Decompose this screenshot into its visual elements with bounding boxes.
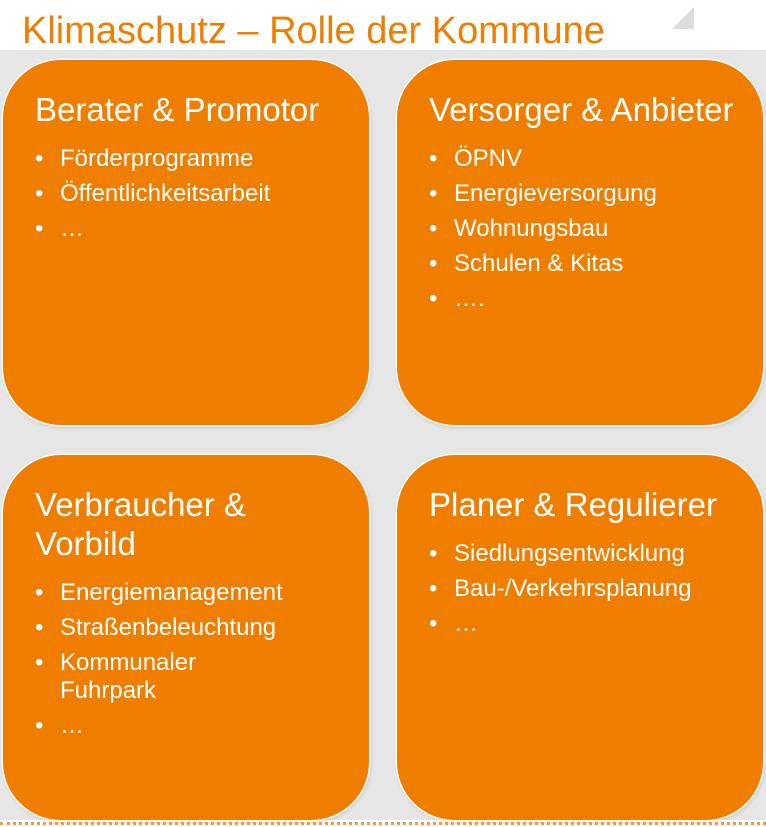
bullet-icon: • bbox=[35, 145, 44, 172]
list-item: • … bbox=[35, 712, 84, 739]
list-item: • Schulen & Kitas bbox=[429, 250, 624, 277]
bullet-icon: • bbox=[35, 215, 44, 242]
bullet-list bbox=[429, 145, 737, 313]
bullet-icon: • bbox=[429, 575, 438, 602]
list-item: • Energieversorgung bbox=[429, 180, 657, 207]
box-heading: Berater & Promotor bbox=[35, 91, 320, 128]
bullet-icon: • bbox=[35, 614, 44, 641]
list-item: • Energiemanagement bbox=[35, 579, 283, 606]
bullet-list bbox=[429, 540, 737, 638]
list-item: • … bbox=[429, 610, 478, 637]
list-item: • Straßenbeleuchtung bbox=[35, 614, 277, 641]
role-box-berater bbox=[3, 60, 369, 425]
list-item: • …. bbox=[429, 285, 485, 312]
bullet-icon: • bbox=[429, 215, 438, 242]
box-heading: Planer & Regulierer bbox=[429, 486, 717, 523]
list-item: • … bbox=[35, 215, 84, 242]
list-item: • Kommunaler Fuhrpark bbox=[35, 649, 197, 704]
box-heading: Versorger & Anbieter bbox=[429, 91, 734, 128]
bullet-list bbox=[35, 145, 343, 243]
bullet-icon: • bbox=[35, 712, 44, 739]
bullet-icon: • bbox=[429, 610, 438, 637]
list-item: • Wohnungsbau bbox=[429, 215, 609, 242]
box-heading: Verbraucher & Vorbild bbox=[35, 486, 246, 562]
list-item: • Siedlungsentwicklung bbox=[429, 540, 685, 567]
footer-dotted-line bbox=[0, 822, 766, 825]
bullet-icon: • bbox=[35, 180, 44, 207]
bullet-icon: • bbox=[35, 649, 44, 676]
role-box-planer bbox=[397, 455, 763, 820]
bullet-icon: • bbox=[429, 285, 438, 312]
list-item: • Förderprogramme bbox=[35, 145, 254, 172]
list-item: • Bau-/Verkehrsplanung bbox=[429, 575, 692, 602]
role-box-verbraucher bbox=[3, 455, 369, 820]
list-item: • ÖPNV bbox=[429, 145, 523, 172]
bullet-icon: • bbox=[35, 579, 44, 606]
bullet-icon: • bbox=[429, 145, 438, 172]
bullet-icon: • bbox=[429, 250, 438, 277]
slide-title: Klimaschutz – Rolle der Kommune bbox=[22, 10, 605, 52]
page-corner-fold bbox=[672, 7, 694, 29]
bullet-icon: • bbox=[429, 180, 438, 207]
bullet-icon: • bbox=[429, 540, 438, 567]
list-item: • Öffentlichkeitsarbeit bbox=[35, 180, 271, 207]
bullet-list bbox=[35, 579, 343, 740]
role-box-versorger bbox=[397, 60, 763, 425]
